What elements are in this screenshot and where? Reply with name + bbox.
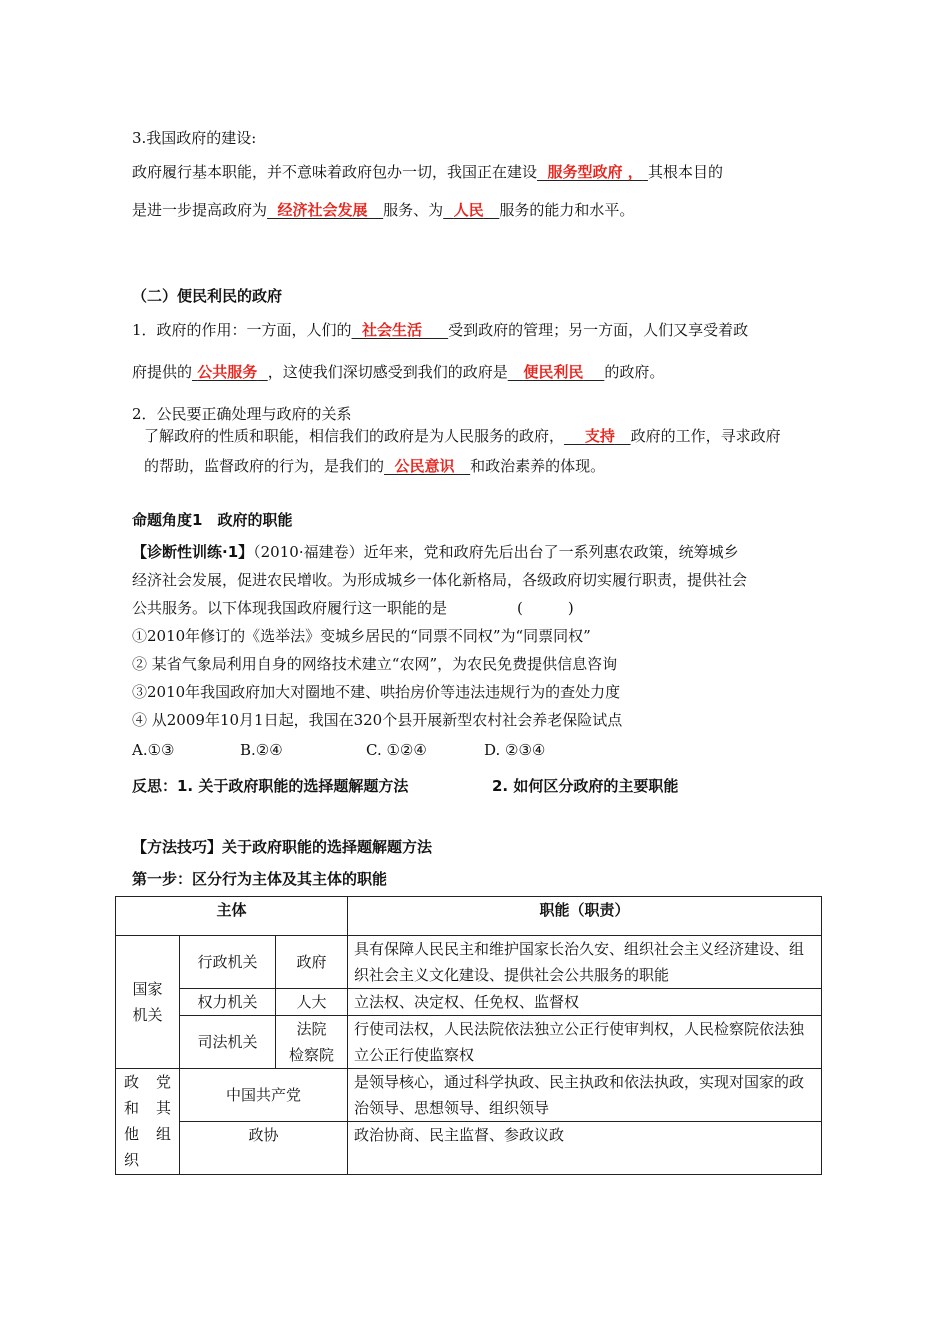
- text: 府提供的: [132, 363, 193, 381]
- table-row: [116, 1122, 822, 1175]
- answer-blank: [508, 363, 605, 381]
- secb-line1: [132, 320, 748, 340]
- text: 政府的工作，寻求政府: [630, 427, 781, 445]
- header-function: 职能（职责）: [348, 897, 822, 936]
- text: 受到政府的管理；另一方面，人们又享受着政: [448, 321, 749, 339]
- method-step1: 第一步：区分行为主体及其主体的职能: [132, 870, 388, 888]
- text: 是进一步提高政府为: [132, 201, 268, 219]
- train-label: 【诊断性训练·1】: [132, 543, 254, 561]
- table-row: [116, 936, 822, 989]
- party-org-cell: [116, 1069, 180, 1175]
- cell-text: 机关: [132, 1006, 163, 1024]
- row1-function: 具有保障人民民主和维护国家长治久安、组织社会主义经济建设、组织社会主义文化建设、提供社会公共服务的职能: [348, 936, 822, 989]
- answer-parenthesis: ( ): [517, 599, 574, 617]
- cell-text: 和 其: [124, 1099, 171, 1117]
- table-header-row: [116, 897, 822, 936]
- row3-body: [276, 1016, 348, 1069]
- method-heading: 【方法技巧】关于政府职能的选择题解题方法: [132, 838, 433, 856]
- text: 的帮助，监督政府的行为，是我们的: [144, 457, 385, 475]
- question-line1: [132, 542, 739, 562]
- secb-line3: 2．公民要正确处理与政府的关系: [132, 405, 352, 423]
- text: 服务、为: [383, 201, 444, 219]
- choice-b: B.②④: [240, 741, 283, 759]
- text: 和政治素养的体现。: [470, 457, 606, 475]
- text: 了解政府的性质和职能，相信我们的政府是为人民服务的政府，: [144, 427, 565, 445]
- row1-body: 政府: [276, 936, 348, 989]
- answer-blank: [537, 163, 648, 181]
- answer-blank: [192, 363, 268, 381]
- option-1: ①2010年修订的《选举法》变城乡居民的“同票不同权”为“同票同权”: [132, 627, 591, 645]
- topic-heading: 命题角度1 政府的职能: [132, 511, 293, 529]
- answer-text: 社会生活: [362, 321, 423, 339]
- answer-text: 经济社会发展: [277, 201, 368, 219]
- answer-text: 服务型政府 ，: [547, 163, 643, 181]
- answer-text: 公民意识: [394, 457, 455, 475]
- sec3-paragraph-line2: [132, 200, 634, 220]
- answer-blank: [352, 321, 449, 339]
- question-line2: 经济社会发展，促进农民增收。为形成城乡一体化新格局，各级政府切实履行职责，提供社会: [132, 571, 748, 589]
- reflect-2: 2. 如何区分政府的主要职能: [492, 777, 679, 795]
- choice-c: C. ①②④: [366, 741, 427, 759]
- cell-text: 政 党: [124, 1073, 171, 1091]
- choice-d: D. ②③④: [484, 741, 546, 759]
- row2-body: 人大: [276, 989, 348, 1016]
- text: ，这使我们深切感受到我们的政府是: [267, 363, 508, 381]
- secb-line5: [144, 456, 605, 476]
- header-subject: 主体: [116, 897, 348, 936]
- answer-text: 公共服务: [197, 363, 258, 381]
- answer-blank: [443, 201, 499, 219]
- cell-text: 他 组: [124, 1125, 171, 1143]
- text: 服务的能力和水平。: [499, 201, 635, 219]
- text: 1．政府的作用：一方面，人们的: [132, 321, 352, 339]
- text: （2010·福建卷）近年来，党和政府先后出台了一系列惠农政策，统筹城乡: [253, 543, 739, 561]
- row4-body: 中国共产党: [180, 1069, 348, 1122]
- cell-text: 法院: [296, 1020, 327, 1038]
- cell-text: 织: [124, 1151, 140, 1169]
- cell-text: 国家: [132, 980, 163, 998]
- answer-text: 便民利民: [523, 363, 584, 381]
- reflect-1: 反思：1. 关于政府职能的选择题解题方法: [132, 777, 409, 795]
- option-4: ④ 从2009年10月1日起，我国在320个县开展新型农村社会养老保险试点: [132, 711, 623, 729]
- answer-blank: [384, 457, 470, 475]
- option-3: ③2010年我国政府加大对圈地不建、哄抬房价等违法违规行为的查处力度: [132, 683, 621, 701]
- question-line3: [132, 598, 574, 618]
- option-2: ② 某省气象局利用自身的网络技术建立“农网”，为农民免费提供信息咨询: [132, 655, 618, 673]
- table-row: [116, 1016, 822, 1069]
- function-table: [115, 896, 822, 1175]
- text: 其根本目的: [647, 163, 723, 181]
- secb-line2: [132, 362, 664, 382]
- section-b-heading: （二）便民利民的政府: [132, 287, 283, 305]
- table-row: [116, 1069, 822, 1122]
- answer-text: 人民: [453, 201, 484, 219]
- row1-type: 行政机关: [180, 936, 276, 989]
- answer-blank: [564, 427, 631, 445]
- answer-blank: [267, 201, 383, 219]
- row3-type: 司法机关: [180, 1016, 276, 1069]
- table-row: [116, 989, 822, 1016]
- section-3-heading: 3.我国政府的建设:: [132, 129, 257, 147]
- row4-function: 是领导核心，通过科学执政、民主执政和依法执政，实现对国家的政治领导、思想领导、组织领导: [348, 1069, 822, 1122]
- secb-line4: [144, 426, 781, 446]
- row2-function: 立法权、决定权、任免权、监督权: [348, 989, 822, 1016]
- text: 的政府。: [604, 363, 665, 381]
- row3-function: 行使司法权，人民法院依法独立公正行使审判权，人民检察院依法独立公正行使监察权: [348, 1016, 822, 1069]
- choice-a: A.①③: [132, 741, 175, 759]
- row2-type: 权力机关: [180, 989, 276, 1016]
- cell-text: 检察院: [289, 1046, 335, 1064]
- text: 公共服务。以下体现我国政府履行这一职能的是: [132, 599, 448, 617]
- answer-text: 支持: [584, 427, 615, 445]
- sec3-paragraph-line1: [132, 162, 723, 182]
- row5-function: 政治协商、民主监督、参政议政: [348, 1122, 822, 1175]
- text: 政府履行基本职能，并不意味着政府包办一切，我国正在建设: [132, 163, 538, 181]
- state-organ-cell: [116, 936, 180, 1069]
- row5-body: 政协: [180, 1122, 348, 1175]
